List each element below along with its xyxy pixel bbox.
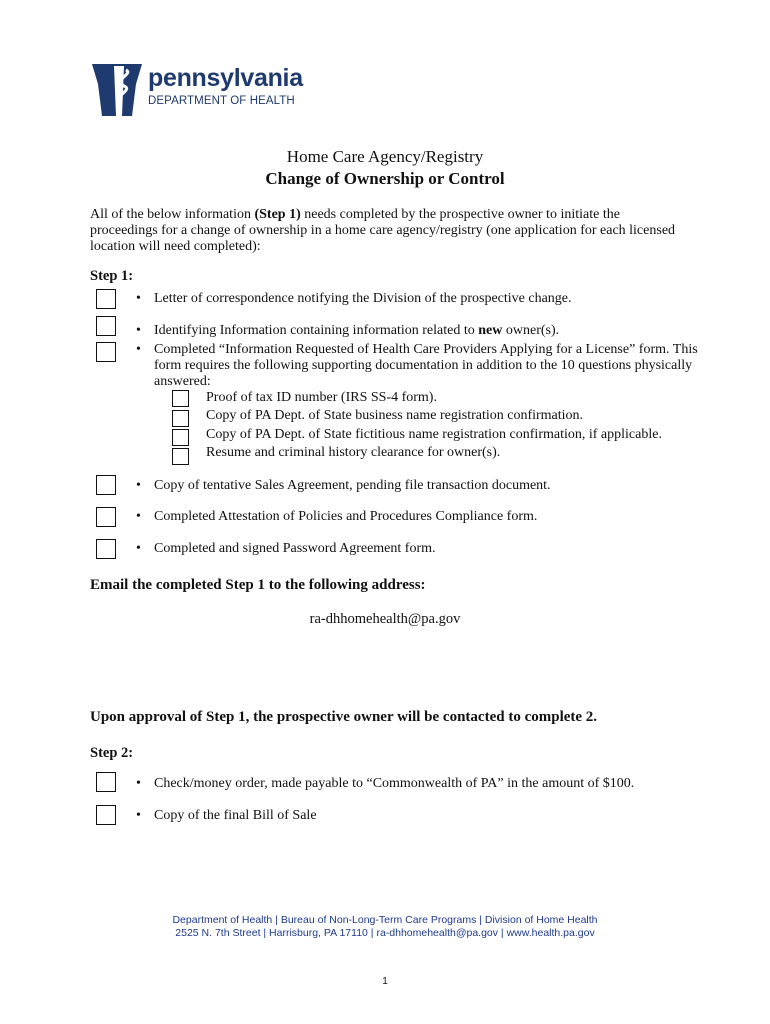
intro-paragraph: All of the below information (Step 1) needs completed by the prospective owner to initiate the proceedings for a change of ownership in a home care agency/registry (one application for each licensed location will need completed): [90,207,676,254]
step1-sub-3: Copy of PA Dept. of State fictitious name registration confirmation, if applicable. [206,427,662,442]
step1-checkbox-1[interactable] [96,289,116,309]
page-number: 1 [382,976,388,987]
footer-line-1: Department of Health | Bureau of Non-Long-Term Care Programs | Division of Home Health [172,914,598,926]
step2-item-1: • Check/money order, made payable to “Commonwealth of PA” in the amount of $100. [136,776,635,791]
step1-sub-checkbox-1[interactable] [172,390,189,407]
step1-sub-2: Copy of PA Dept. of State business name registration confirmation. [206,408,584,423]
step1-item-4: • Copy of tentative Sales Agreement, pending file transaction document. [136,478,551,493]
step1-checkbox-2[interactable] [96,316,116,336]
step2-label: Step 2: [90,745,134,761]
logo-wordmark: pennsylvania [148,64,303,92]
step1-sub-checkbox-2[interactable] [172,410,189,427]
step2-checkbox-2[interactable] [96,805,116,825]
step1-item-3-line3: answered: [154,374,211,389]
step2-item-2: • Copy of the final Bill of Sale [136,808,317,823]
step1-sub-4: Resume and criminal history clearance for owner(s). [206,445,501,460]
email-address[interactable]: ra-dhhomehealth@pa.gov [309,611,461,627]
step1-item-5: • Completed Attestation of Policies and Procedures Compliance form. [136,509,538,524]
step1-label: Step 1: [90,268,134,284]
page-title: Home Care Agency/Registry [286,147,484,166]
logo-department: DEPARTMENT OF HEALTH [148,95,295,107]
step1-item-3: • Completed “Information Requested of Health Care Providers Applying for a License” form. This [136,342,698,357]
step1-checkbox-5[interactable] [96,507,116,527]
step1-sub-checkbox-4[interactable] [172,448,189,465]
step1-checkbox-4[interactable] [96,475,116,495]
page-subtitle: Change of Ownership or Control [265,169,505,188]
step2-checkbox-1[interactable] [96,772,116,792]
step1-item-1: • Letter of correspondence notifying the Division of the prospective change. [136,291,572,306]
step1-item-3-line2: form requires the following supporting documentation in addition to the 10 questions physically [154,358,693,373]
step1-checkbox-3[interactable] [96,342,116,362]
email-heading: Email the completed Step 1 to the following address: [90,577,426,593]
step1-item-2: • Identifying Information containing information related to new owner(s). [136,323,560,338]
approval-notice: Upon approval of Step 1, the prospective owner will be contacted to complete 2. [90,709,598,725]
step1-item-6: • Completed and signed Password Agreement form. [136,541,436,556]
footer-line-2: 2525 N. 7th Street | Harrisburg, PA 17110 | ra-dhhomehealth@pa.gov | www.health.pa.gov [175,927,595,939]
step1-sub-1: Proof of tax ID number (IRS SS-4 form). [206,390,437,405]
step1-sub-checkbox-3[interactable] [172,429,189,446]
step1-checkbox-6[interactable] [96,539,116,559]
